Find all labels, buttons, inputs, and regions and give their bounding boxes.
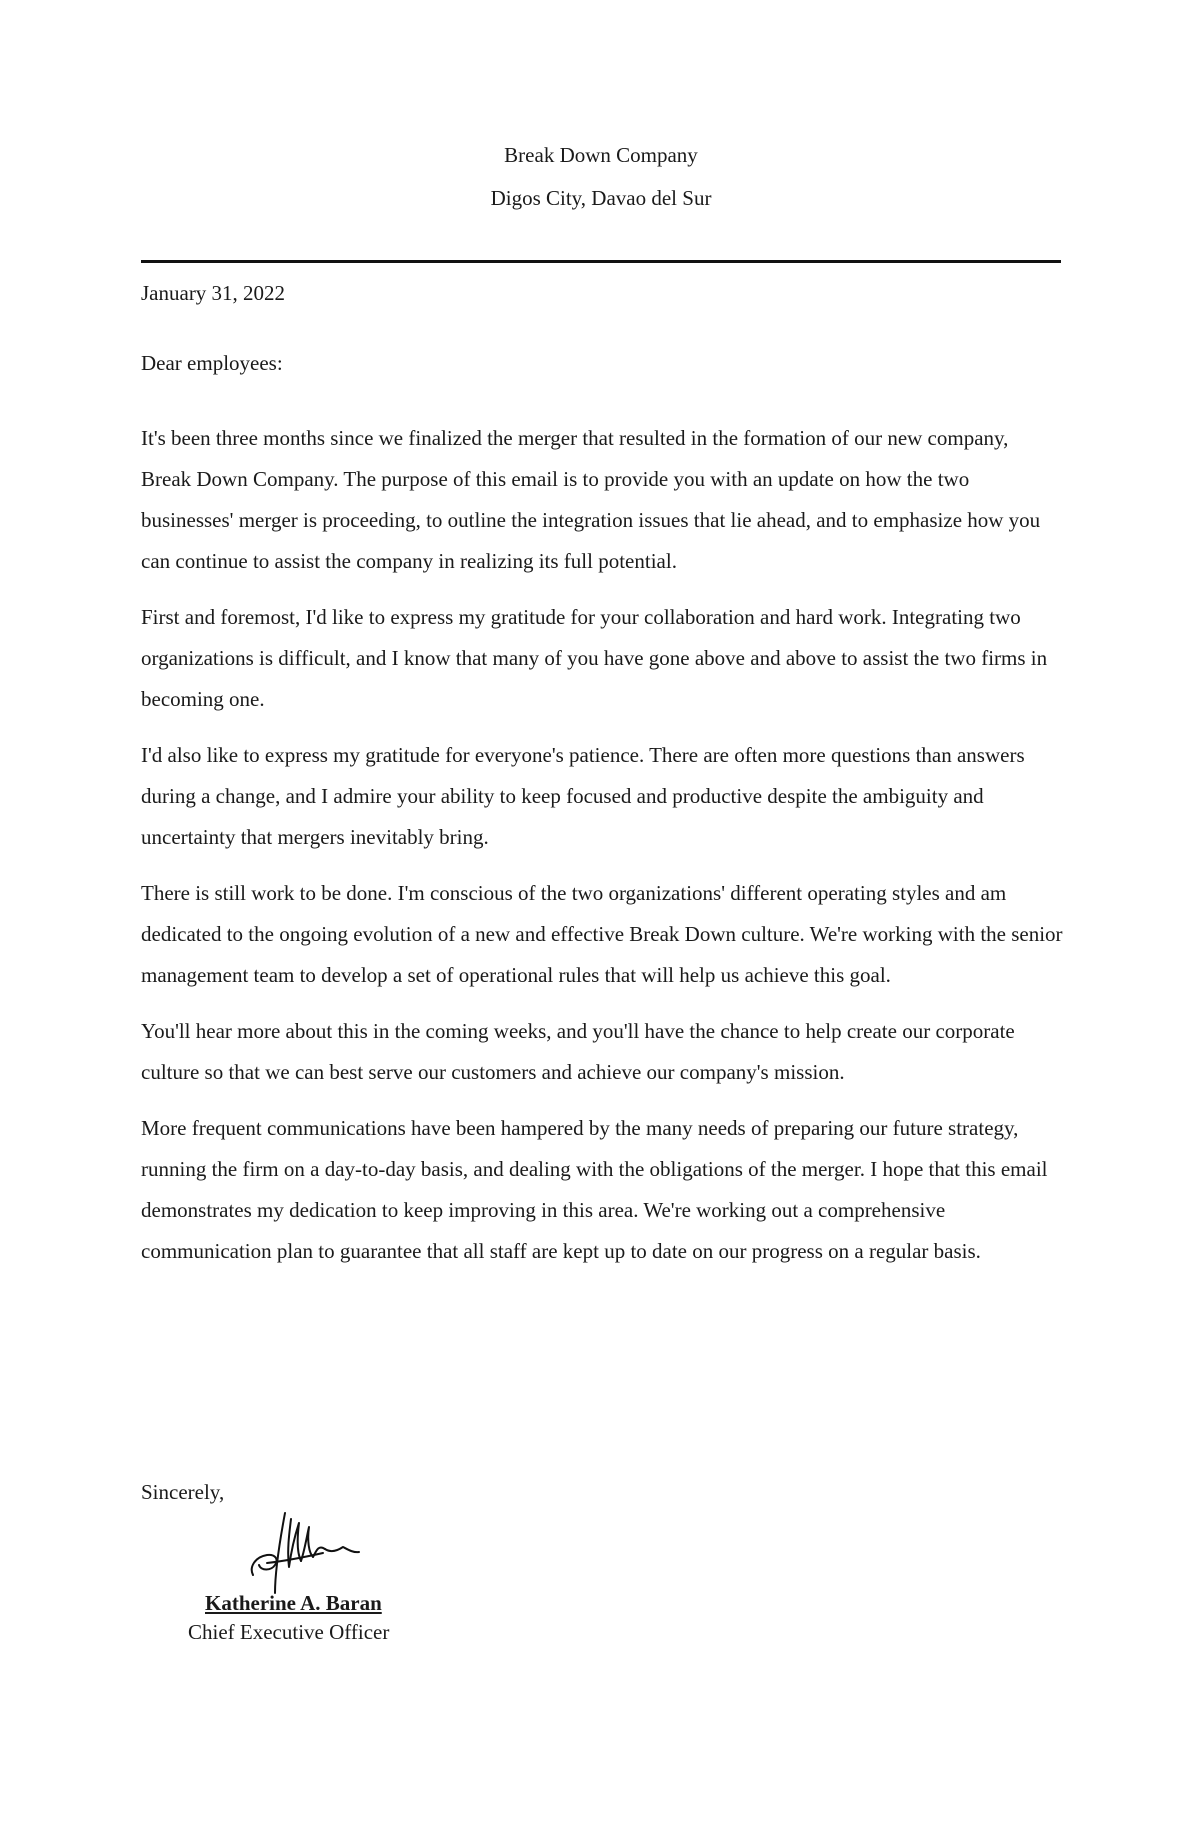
header-divider — [141, 260, 1061, 263]
salutation: Dear employees: — [141, 351, 283, 375]
letter-body — [141, 418, 1063, 1287]
company-name: Break Down Company — [504, 143, 698, 167]
body-paragraph: You'll hear more about this in the coming weeks, and you'll have the chance to help create our corporate culture so that we can best serve our customers and achieve our company's mission. — [141, 1019, 1015, 1084]
signer-title: Chief Executive Officer — [188, 1620, 390, 1644]
body-paragraph: More frequent communications have been hampered by the many needs of preparing our future strategy, running the firm on a day-to-day basis, and dealing with the obligations of the merger. I hope that this email demonstrates my dedication to keep improving in this area. We're working out a comprehensive communication plan to guarantee that all staff are kept up to date on our progress on a regular basis. — [141, 1116, 1048, 1263]
signer-name: Katherine A. Baran — [205, 1591, 382, 1615]
body-paragraph: There is still work to be done. I'm conscious of the two organizations' different operating styles and am dedicated to the ongoing evolution of a new and effective Break Down culture. We're working with the senior management team to develop a set of operational rules that will help us achieve this goal. — [141, 881, 1063, 987]
body-paragraph: It's been three months since we finalized the merger that resulted in the formation of our new company, Break Down Company. The purpose of this email is to provide you with an update on how the two businesses' merger is proceeding, to outline the integration issues that lie ahead, and to emphasize how you can continue to assist the company in realizing its full potential. — [141, 426, 1041, 573]
body-paragraph: I'd also like to express my gratitude for everyone's patience. There are often more questions than answers during a change, and I admire your ability to keep focused and productive despite the ambiguity and uncertainty that mergers inevitably bring. — [141, 743, 1025, 849]
closing: Sincerely, — [141, 1480, 225, 1504]
body-paragraph: First and foremost, I'd like to express my gratitude for your collaboration and hard work. Integrating two organizations is difficult, and I know that many of you have gone above and above to assist the two firms in becoming one. — [141, 605, 1048, 711]
company-address: Digos City, Davao del Sur — [490, 186, 712, 210]
letter-date: January 31, 2022 — [141, 281, 286, 305]
handwritten-signature — [245, 1505, 365, 1600]
